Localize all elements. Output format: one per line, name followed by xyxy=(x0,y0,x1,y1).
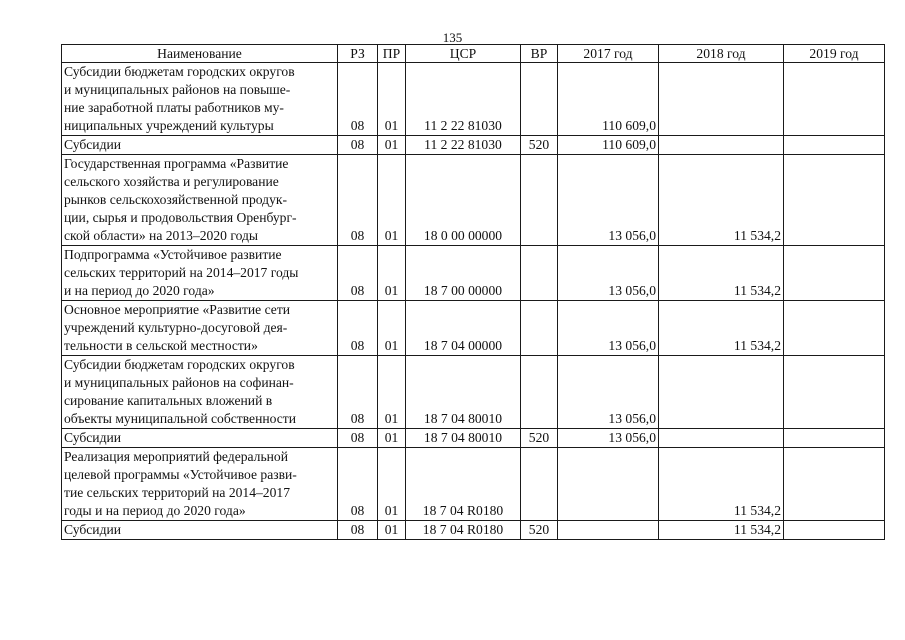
row-2017: 13 056,0 xyxy=(558,301,659,356)
table-row xyxy=(62,521,885,540)
row-name xyxy=(62,155,338,246)
row-rz: 08 xyxy=(338,155,378,246)
row-2017: 110 609,0 xyxy=(558,63,659,136)
row-name xyxy=(62,448,338,521)
row-pr: 01 xyxy=(378,356,406,429)
row-2018: 11 534,2 xyxy=(659,246,784,301)
row-name-line: сельских территорий на 2014–2017 годы xyxy=(64,265,299,280)
row-2019 xyxy=(784,246,885,301)
row-name-line: ской области» на 2013–2020 годы xyxy=(64,228,259,243)
table-row xyxy=(62,136,885,155)
row-name-line: сельского хозяйства и регулирование xyxy=(64,174,279,189)
header-pr: ПР xyxy=(378,45,406,63)
table-row xyxy=(62,301,885,356)
row-name-line: целевой программы «Устойчивое разви- xyxy=(64,467,297,482)
row-name-line: Основное мероприятие «Развитие сети xyxy=(64,302,291,317)
row-name xyxy=(62,356,338,429)
row-csr: 11 2 22 81030 xyxy=(406,63,521,136)
row-name-line: годы и на период до 2020 года» xyxy=(64,503,246,518)
row-csr: 11 2 22 81030 xyxy=(406,136,521,155)
row-rz: 08 xyxy=(338,448,378,521)
row-name-line: тельности в сельской местности» xyxy=(64,338,258,353)
row-2018 xyxy=(659,356,784,429)
row-rz: 08 xyxy=(338,246,378,301)
row-name-line: Подпрограмма «Устойчивое развитие xyxy=(64,247,282,262)
row-2018 xyxy=(659,429,784,448)
row-name xyxy=(62,301,338,356)
row-2018: 11 534,2 xyxy=(659,301,784,356)
row-2017: 13 056,0 xyxy=(558,155,659,246)
table-body xyxy=(62,63,885,540)
row-2018: 11 534,2 xyxy=(659,448,784,521)
row-pr: 01 xyxy=(378,448,406,521)
row-csr: 18 7 04 R0180 xyxy=(406,448,521,521)
row-2019 xyxy=(784,136,885,155)
row-name-line: и муниципальных районов на софинан- xyxy=(64,375,294,390)
row-2018 xyxy=(659,63,784,136)
row-pr: 01 xyxy=(378,155,406,246)
row-name xyxy=(62,429,338,448)
row-csr: 18 7 04 R0180 xyxy=(406,521,521,540)
header-name: Наименование xyxy=(62,45,338,63)
header-2017: 2017 год xyxy=(558,45,659,63)
row-csr: 18 7 04 00000 xyxy=(406,301,521,356)
header-2018: 2018 год xyxy=(659,45,784,63)
row-vr xyxy=(521,246,558,301)
row-rz: 08 xyxy=(338,429,378,448)
row-name-line: Реализация мероприятий федеральной xyxy=(64,449,289,464)
row-2019 xyxy=(784,155,885,246)
row-2018: 11 534,2 xyxy=(659,521,784,540)
row-name-line: сирование капитальных вложений в xyxy=(64,393,273,408)
row-name xyxy=(62,63,338,136)
row-name xyxy=(62,521,338,540)
header-row xyxy=(62,45,885,63)
row-pr: 01 xyxy=(378,521,406,540)
row-2017 xyxy=(558,521,659,540)
row-name-line: Субсидии xyxy=(64,430,122,445)
row-rz: 08 xyxy=(338,356,378,429)
row-name-line: Субсидии бюджетам городских округов xyxy=(64,64,295,79)
row-name xyxy=(62,246,338,301)
header-csr: ЦСР xyxy=(406,45,521,63)
row-rz: 08 xyxy=(338,301,378,356)
row-vr: 520 xyxy=(521,521,558,540)
row-pr: 01 xyxy=(378,246,406,301)
row-name-line: рынков сельскохозяйственной продук- xyxy=(64,192,288,207)
row-name-line: учреждений культурно-досуговой дея- xyxy=(64,320,288,335)
row-pr: 01 xyxy=(378,136,406,155)
row-csr: 18 0 00 00000 xyxy=(406,155,521,246)
row-csr: 18 7 00 00000 xyxy=(406,246,521,301)
table-row xyxy=(62,356,885,429)
row-vr xyxy=(521,301,558,356)
row-name-line: объекты муниципальной собственности xyxy=(64,411,297,426)
row-name-line: тие сельских территорий на 2014–2017 xyxy=(64,485,290,500)
row-name-line: ции, сырья и продовольствия Оренбург- xyxy=(64,210,297,225)
row-2019 xyxy=(784,356,885,429)
page-number: 135 xyxy=(442,30,463,45)
row-2017: 110 609,0 xyxy=(558,136,659,155)
row-name-line: и муниципальных районов на повыше- xyxy=(64,82,291,97)
row-vr: 520 xyxy=(521,136,558,155)
row-rz: 08 xyxy=(338,136,378,155)
row-vr xyxy=(521,448,558,521)
table-row xyxy=(62,429,885,448)
table-header xyxy=(62,45,885,63)
row-name-line: ние заработной платы работников му- xyxy=(64,100,284,115)
row-2019 xyxy=(784,429,885,448)
row-name-line: Субсидии xyxy=(64,522,122,537)
row-2019 xyxy=(784,63,885,136)
row-name-line: Государственная программа «Развитие xyxy=(64,156,289,171)
row-csr: 18 7 04 80010 xyxy=(406,356,521,429)
row-name-line: и на период до 2020 года» xyxy=(64,283,215,298)
row-name-line: Субсидии бюджетам городских округов xyxy=(64,357,295,372)
row-2018: 11 534,2 xyxy=(659,155,784,246)
row-2017: 13 056,0 xyxy=(558,246,659,301)
row-vr: 520 xyxy=(521,429,558,448)
table-row xyxy=(62,63,885,136)
row-2017: 13 056,0 xyxy=(558,356,659,429)
row-vr xyxy=(521,155,558,246)
header-2019: 2019 год xyxy=(784,45,885,63)
budget-table xyxy=(61,44,885,540)
header-vr: ВР xyxy=(521,45,558,63)
table-row xyxy=(62,448,885,521)
row-pr: 01 xyxy=(378,63,406,136)
row-name-line: ниципальных учреждений культуры xyxy=(64,118,274,133)
row-vr xyxy=(521,356,558,429)
table-row xyxy=(62,246,885,301)
row-2018 xyxy=(659,136,784,155)
row-2019 xyxy=(784,448,885,521)
row-pr: 01 xyxy=(378,429,406,448)
row-2019 xyxy=(784,301,885,356)
row-rz: 08 xyxy=(338,521,378,540)
row-2017 xyxy=(558,448,659,521)
row-rz: 08 xyxy=(338,63,378,136)
row-vr xyxy=(521,63,558,136)
table-row xyxy=(62,155,885,246)
header-rz: РЗ xyxy=(338,45,378,63)
row-pr: 01 xyxy=(378,301,406,356)
row-name xyxy=(62,136,338,155)
row-name-line: Субсидии xyxy=(64,137,122,152)
row-csr: 18 7 04 80010 xyxy=(406,429,521,448)
row-2017: 13 056,0 xyxy=(558,429,659,448)
row-2019 xyxy=(784,521,885,540)
